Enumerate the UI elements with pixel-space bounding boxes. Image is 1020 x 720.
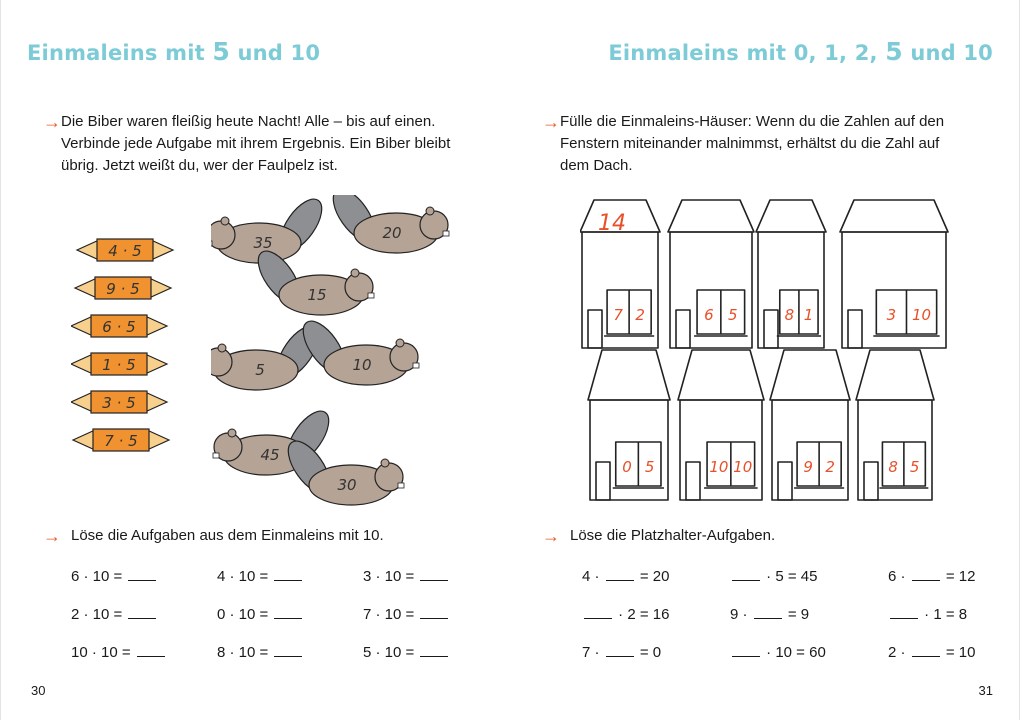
equation-text: · 2 = 16 <box>614 606 670 623</box>
answer-blank[interactable] <box>732 567 760 581</box>
answer-blank[interactable] <box>274 567 302 581</box>
equation-text: 2 · 10 = <box>71 606 127 623</box>
equation <box>71 643 167 661</box>
answer-blank[interactable] <box>137 643 165 657</box>
window-number: 5 <box>644 458 655 476</box>
beaver-label: 15 <box>307 286 327 304</box>
window-number: 7 <box>613 306 623 324</box>
window-number: 10 <box>733 458 753 476</box>
equation <box>582 605 669 623</box>
equation <box>71 567 158 585</box>
answer-blank[interactable] <box>274 605 302 619</box>
equation-text: = 10 <box>941 644 976 661</box>
page-number: 31 <box>978 683 993 698</box>
arrow-right-icon: → <box>43 112 61 132</box>
answer-blank[interactable] <box>606 567 634 581</box>
log-task[interactable] <box>71 391 167 413</box>
title-text: Einmaleins mit 0, 1, 2, <box>608 41 886 65</box>
window-number: 1 <box>803 306 814 324</box>
house <box>770 350 850 500</box>
arrow-right-icon: → <box>43 526 61 546</box>
page-number: 30 <box>31 683 46 698</box>
equation <box>888 643 975 661</box>
beaver-result[interactable] <box>280 434 404 505</box>
answer-blank[interactable] <box>732 643 760 657</box>
answer-blank[interactable] <box>420 643 448 657</box>
right-page-title <box>608 37 993 66</box>
equation <box>730 605 809 623</box>
task-placeholder <box>542 525 775 547</box>
equation-text: = 0 <box>635 644 662 661</box>
task-times-ten <box>43 525 384 547</box>
answer-blank[interactable] <box>420 605 448 619</box>
equation <box>730 643 826 661</box>
house <box>668 200 754 348</box>
equation <box>363 605 450 623</box>
equation-text: 4 · 10 = <box>217 568 273 585</box>
task-instruction: Die Biber waren fleißig heute Nacht! Alle – bis auf einen. Verbinde jede Aufgabe mit ihrem Ergebnis. Ein Biber bleibt übrig. Jetzt weißt du, wer der Faulpelz ist. <box>61 113 451 174</box>
equation <box>730 567 817 585</box>
answer-blank[interactable] <box>606 643 634 657</box>
equation-text: 4 · <box>582 568 604 585</box>
house <box>856 350 934 500</box>
task-beavers <box>43 111 463 177</box>
task-houses <box>542 111 972 177</box>
roof-number: 14 <box>598 211 626 236</box>
log-task[interactable] <box>71 353 167 375</box>
equation <box>217 567 304 585</box>
log-task[interactable] <box>71 315 167 337</box>
beaver-result[interactable] <box>325 195 449 253</box>
equation <box>217 605 304 623</box>
log-task[interactable] <box>73 429 169 451</box>
beaver-label: 35 <box>253 234 273 252</box>
logs-illustration <box>71 228 181 463</box>
equation-text: 10 · 10 = <box>71 644 135 661</box>
equation-text: · 5 = 45 <box>762 568 818 585</box>
beaver-label: 30 <box>337 476 357 494</box>
equation-text: 2 · <box>888 644 910 661</box>
title-text: Einmaleins mit <box>27 41 213 65</box>
window-number: 10 <box>709 458 729 476</box>
right-page <box>510 0 1020 720</box>
equation <box>71 605 158 623</box>
log-task[interactable] <box>75 277 171 299</box>
title-highlight: 5 <box>212 37 230 66</box>
window-number: 8 <box>784 306 795 324</box>
answer-blank[interactable] <box>912 643 940 657</box>
title-highlight: 5 <box>885 37 903 66</box>
house <box>756 200 826 348</box>
equation-text: = 9 <box>783 606 810 623</box>
equation-text: 5 · 10 = <box>363 644 419 661</box>
log-label: 1 · 5 <box>102 356 136 374</box>
window-number: 0 <box>622 458 632 476</box>
answer-blank[interactable] <box>912 567 940 581</box>
window-number: 3 <box>886 306 897 324</box>
equation-text: · 10 = 60 <box>762 644 826 661</box>
equation-text: 7 · <box>582 644 604 661</box>
equation-text: 3 · 10 = <box>363 568 419 585</box>
beaver-label: 5 <box>255 361 265 379</box>
answer-blank[interactable] <box>890 605 918 619</box>
house <box>580 200 660 348</box>
equation-text: 7 · 10 = <box>363 606 419 623</box>
answer-blank[interactable] <box>274 643 302 657</box>
window-number: 9 <box>803 458 813 476</box>
window-number: 2 <box>825 458 835 476</box>
answer-blank[interactable] <box>754 605 782 619</box>
log-label: 4 · 5 <box>108 242 142 260</box>
log-label: 6 · 5 <box>102 318 136 336</box>
window-number: 10 <box>912 306 932 324</box>
equation-text: 6 · 10 = <box>71 568 127 585</box>
equation-text: 9 · <box>730 606 752 623</box>
task-instruction: Löse die Platzhalter-Aufgaben. <box>570 527 776 544</box>
house <box>588 350 670 500</box>
title-text: und 10 <box>902 41 993 65</box>
left-page-title <box>27 37 320 66</box>
equation <box>582 643 661 661</box>
task-instruction: Fülle die Einmaleins-Häuser: Wenn du die Zahlen auf den Fenstern miteinander malnimmst, erhältst du die Zahl auf dem Dach. <box>560 113 945 174</box>
beaver-label: 20 <box>382 224 402 242</box>
arrow-right-icon: → <box>542 526 560 546</box>
beavers-illustration <box>211 195 481 515</box>
log-task[interactable] <box>77 239 173 261</box>
equation <box>888 567 975 585</box>
task-instruction: Löse die Aufgaben aus dem Einmaleins mit 10. <box>71 527 384 544</box>
house <box>840 200 948 348</box>
log-label: 9 · 5 <box>106 280 140 298</box>
answer-blank[interactable] <box>128 567 156 581</box>
window-number: 6 <box>704 306 714 324</box>
window-number: 5 <box>909 458 920 476</box>
equation <box>217 643 304 661</box>
beaver-label: 45 <box>260 446 280 464</box>
log-label: 7 · 5 <box>104 432 138 450</box>
title-text: und 10 <box>230 41 321 65</box>
equation <box>582 567 669 585</box>
houses-illustration <box>580 180 960 505</box>
equation-text: = 12 <box>941 568 976 585</box>
equation-text: = 20 <box>635 568 670 585</box>
equation <box>363 567 450 585</box>
answer-blank[interactable] <box>420 567 448 581</box>
beaver-result[interactable] <box>295 314 419 385</box>
window-number: 5 <box>727 306 738 324</box>
arrow-right-icon: → <box>542 112 560 132</box>
log-label: 3 · 5 <box>102 394 136 412</box>
equation-text: 0 · 10 = <box>217 606 273 623</box>
equation-text: · 1 = 8 <box>920 606 968 623</box>
answer-blank[interactable] <box>584 605 612 619</box>
house <box>678 350 764 500</box>
answer-blank[interactable] <box>128 605 156 619</box>
equation <box>888 605 967 623</box>
equation-text: 8 · 10 = <box>217 644 273 661</box>
equation-text: 6 · <box>888 568 910 585</box>
beaver-result[interactable] <box>250 244 374 315</box>
equation <box>363 643 450 661</box>
window-number: 8 <box>888 458 898 476</box>
beaver-label: 10 <box>352 356 372 374</box>
window-number: 2 <box>635 306 645 324</box>
